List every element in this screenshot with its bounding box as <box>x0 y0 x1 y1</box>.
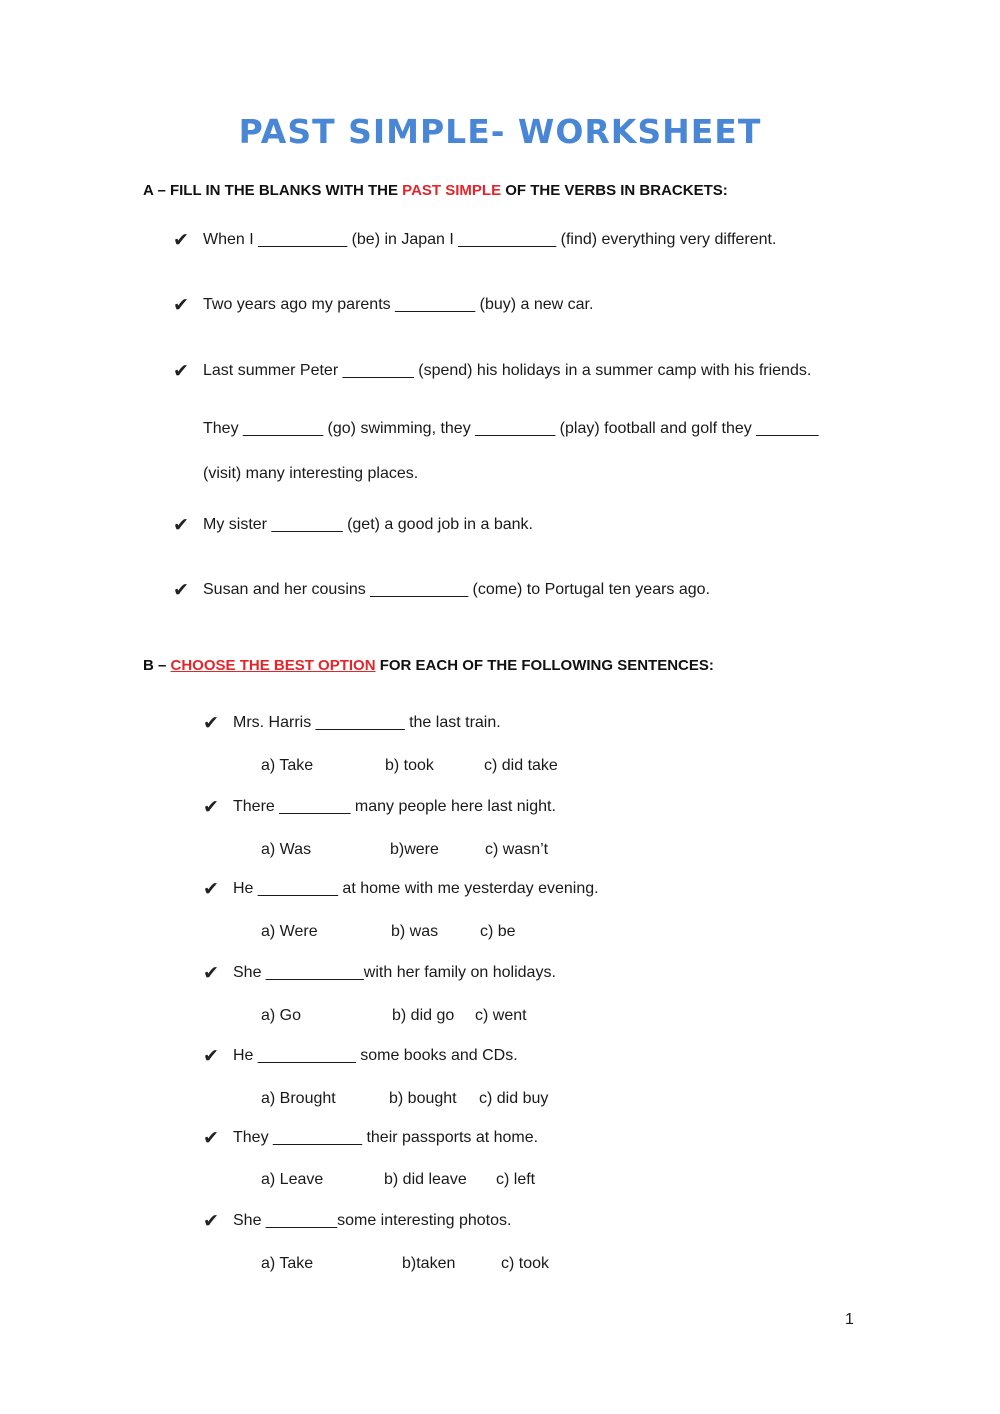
option-b: b) took <box>385 757 434 774</box>
fill-blank-item: Two years ago my parents _________ (buy) a new car. <box>203 296 594 313</box>
option-a: a) Leave <box>261 1171 324 1188</box>
option-c: c) took <box>501 1255 550 1272</box>
section-a-highlight: PAST SIMPLE <box>402 182 502 199</box>
fill-blank-item: Susan and her cousins ___________ (come) to Portugal ten years ago. <box>203 581 710 598</box>
section-a-suffix: OF THE VERBS IN BRACKETS: <box>501 182 728 199</box>
fill-blank-item: Last summer Peter ________ (spend) his holidays in a summer camp with his friends. <box>203 362 812 379</box>
option-c: c) did buy <box>479 1090 549 1107</box>
option-b: b) was <box>391 923 439 940</box>
option-a: a) Was <box>261 841 312 858</box>
check-icon: ✔ <box>203 878 219 900</box>
choice-sentence: Mrs. Harris __________ the last train. <box>233 714 501 731</box>
fill-blank-item: My sister ________ (get) a good job in a bank. <box>203 516 533 533</box>
option-c: c) left <box>496 1171 536 1188</box>
option-b: b)were <box>390 841 439 858</box>
choice-sentence: There ________ many people here last night. <box>233 798 556 815</box>
check-icon: ✔ <box>203 1127 219 1149</box>
option-a: a) Brought <box>261 1090 336 1107</box>
option-b: b) bought <box>389 1090 457 1107</box>
section-b-highlight: CHOOSE THE BEST OPTION <box>170 657 376 674</box>
check-icon: ✔ <box>203 1045 219 1067</box>
fill-blank-item: When I __________ (be) in Japan I ___________ (find) everything very different. <box>203 231 777 248</box>
check-icon: ✔ <box>203 1210 219 1232</box>
option-a: a) Go <box>261 1007 302 1024</box>
check-icon: ✔ <box>173 579 189 601</box>
check-icon: ✔ <box>173 294 189 316</box>
section-b-prefix: B – <box>143 657 171 674</box>
fill-blank-continuation: (visit) many interesting places. <box>203 465 419 482</box>
option-a: a) Were <box>261 923 318 940</box>
fill-blank-continuation: They _________ (go) swimming, they _________ (play) football and golf they _______ <box>203 420 819 437</box>
choice-sentence: He _________ at home with me yesterday evening. <box>233 880 599 897</box>
option-a: a) Take <box>261 757 314 774</box>
option-a: a) Take <box>261 1255 314 1272</box>
section-a-heading <box>143 182 728 199</box>
section-b-heading <box>143 657 714 674</box>
option-c: c) be <box>480 923 516 940</box>
option-c: c) went <box>475 1007 527 1024</box>
section-b-suffix: FOR EACH OF THE FOLLOWING SENTENCES: <box>375 657 714 674</box>
page-number: 1 <box>845 1311 854 1328</box>
choice-sentence: She ________some interesting photos. <box>233 1212 512 1229</box>
choice-sentence: He ___________ some books and CDs. <box>233 1047 518 1064</box>
section-a-prefix: A – FILL IN THE BLANKS WITH THE <box>143 182 403 199</box>
page-title: PAST SIMPLE- WORKSHEET <box>238 112 762 151</box>
option-c: c) wasn’t <box>485 841 549 858</box>
choice-sentence: She ___________with her family on holidays. <box>233 964 556 981</box>
check-icon: ✔ <box>203 962 219 984</box>
check-icon: ✔ <box>173 229 189 251</box>
check-icon: ✔ <box>173 360 189 382</box>
option-b: b) did go <box>392 1007 455 1024</box>
option-c: c) did take <box>484 757 558 774</box>
choice-sentence: They __________ their passports at home. <box>233 1129 539 1146</box>
option-b: b) did leave <box>384 1171 467 1188</box>
check-icon: ✔ <box>203 712 219 734</box>
option-b: b)taken <box>402 1255 456 1272</box>
check-icon: ✔ <box>203 796 219 818</box>
check-icon: ✔ <box>173 514 189 536</box>
